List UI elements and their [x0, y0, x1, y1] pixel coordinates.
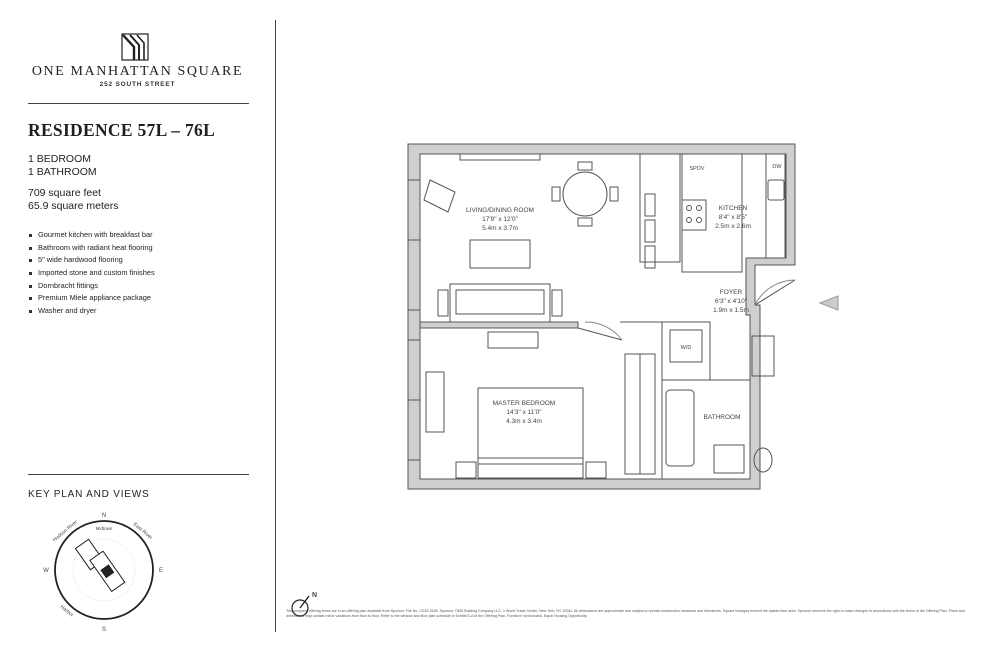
- room-name: KITCHEN: [718, 205, 748, 212]
- view-label: Midtown: [95, 526, 113, 531]
- entry-arrow-icon: [820, 296, 838, 310]
- room-name: FOYER: [719, 289, 743, 296]
- room-dim-imperial: 8'4" x 8'5": [718, 214, 748, 221]
- view-label: Hudson River: [51, 519, 79, 544]
- room-dim-metric: 1.9m x 1.5m: [713, 307, 749, 314]
- brand-address: 252 SOUTH STREET: [99, 81, 176, 88]
- north-label: N: [312, 592, 318, 599]
- square-meters: 65.9 square meters: [28, 200, 119, 212]
- room-name: MASTER BEDROOM: [492, 400, 556, 407]
- list-item: Dornbracht fittings: [28, 280, 155, 293]
- room-dim-imperial: 17'9" x 12'0": [482, 216, 518, 223]
- appliance-label: W/D: [680, 345, 692, 351]
- compass-n: N: [101, 513, 107, 519]
- list-item: 5" wide hardwood flooring: [28, 254, 155, 267]
- view-label: East River: [131, 521, 154, 541]
- room-dim-imperial: 6'3" x 4'10": [714, 298, 748, 305]
- compass-e: E: [158, 568, 164, 574]
- building-footprint: [75, 536, 124, 594]
- list-item: Gourmet kitchen with breakfast bar: [28, 229, 155, 242]
- compass-s: S: [101, 627, 107, 633]
- key-plan-diagram: [38, 506, 168, 634]
- list-item: Premium Miele appliance package: [28, 292, 155, 305]
- divider-keyplan: [28, 474, 249, 475]
- list-item: Imported stone and custom finishes: [28, 267, 155, 280]
- room-dim-metric: 5.4m x 3.7m: [482, 225, 518, 232]
- compass-w: W: [43, 568, 49, 574]
- key-plan-title: KEY PLAN AND VIEWS: [28, 489, 150, 500]
- brand-name: ONE MANHATTAN SQUARE: [31, 64, 244, 79]
- appliance-label: SPDV: [689, 166, 705, 172]
- room-dim-metric: 2.5m x 2.6m: [715, 223, 751, 230]
- room-dim-imperial: 14'3" x 11'0": [506, 409, 542, 416]
- bathroom-count: 1 BATHROOM: [28, 166, 97, 178]
- appliance-label: DW: [772, 164, 782, 170]
- square-feet: 709 square feet: [28, 187, 101, 199]
- bedroom-count: 1 BEDROOM: [28, 153, 92, 165]
- divider-top: [28, 103, 249, 104]
- view-label: Harbor: [58, 604, 75, 619]
- vertical-divider: [275, 20, 276, 632]
- brand-logo-icon: [121, 33, 149, 61]
- room-dim-metric: 4.3m x 3.4m: [506, 418, 542, 425]
- list-item: Washer and dryer: [28, 305, 155, 318]
- legal-disclaimer: The complete offering terms are in an offering plan available from Sponsor. File No. CD16-0180. Sponsor: OMS Building Company LLC, 1 World Trade Center, New York, NY 10281. All dimensions are approximate and subject to normal construction variances and tolerances. Square footages exceed the usable floor area. Sponsor reserves the right to make changes in accordance with the terms of the Offering Plan. Plans and dimensions may contain minor variations from floor to floor. Refer to the window and floor plan schedule in Exhibit E-A of the Offering Plan. Furniture not included. Equal Housing Opportunity.: [286, 609, 965, 619]
- feature-list: [28, 229, 155, 318]
- room-name: BATHROOM: [703, 414, 741, 421]
- floor-plan: [400, 140, 845, 500]
- list-item: Bathroom with radiant heat flooring: [28, 242, 155, 255]
- room-name: LIVING/DINING ROOM: [466, 207, 534, 214]
- residence-title: RESIDENCE 57L – 76L: [28, 120, 216, 140]
